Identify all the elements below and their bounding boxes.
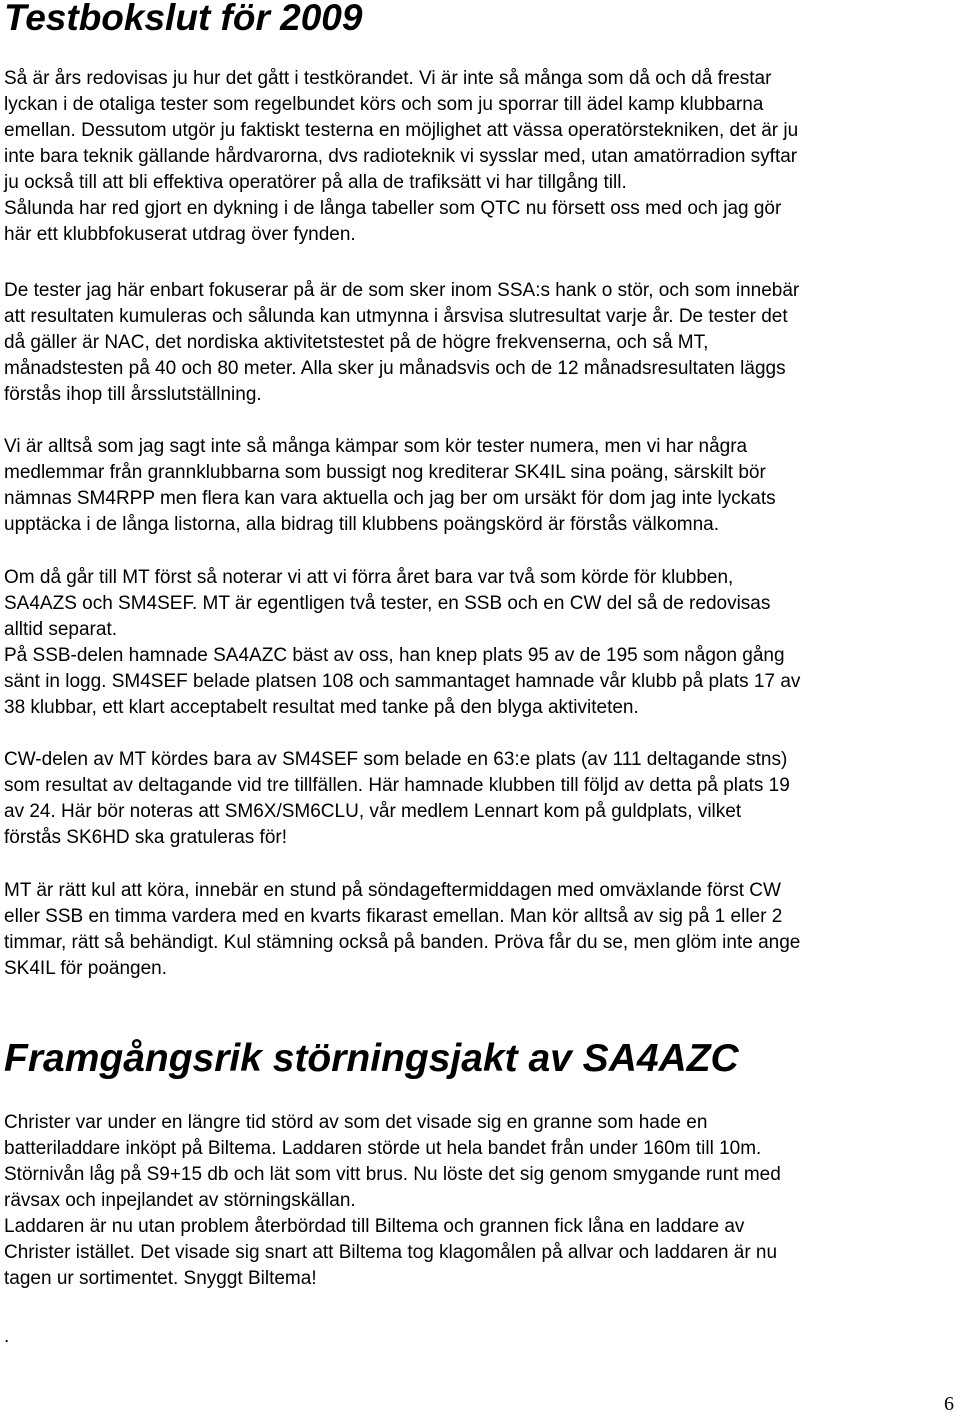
text-line: att resultaten kumuleras och sålunda kan utmynna i årsvisa slutresultat varje år. De tester det [4,306,788,327]
text-line: av 24. Här bör noteras att SM6X/SM6CLU, vår medlem Lennart kom på guldplats, vilket [4,801,742,822]
text-line: CW-delen av MT kördes bara av SM4SEF som belade en 63:e plats (av 111 deltagande stns) [4,749,788,770]
text-line: medlemmar från grannklubbarna som bussigt nog krediterar SK4IL sina poäng, särskilt bör [4,462,766,483]
text-line: På SSB-delen hamnade SA4AZC bäst av oss, han knep plats 95 av de 195 som någon gång [4,645,785,666]
text-line: Störnivån låg på S9+15 db och lät som vitt brus. Nu löste det sig genom smygande runt med [4,1164,781,1185]
text-line: månadstesten på 40 och 80 meter. Alla sker ju månadsvis och de 12 månadsresultaten läggs [4,358,786,379]
paragraph-interference [4,1110,956,1292]
paragraph-mt-ssb [4,565,956,721]
page-number: 6 [944,1393,954,1415]
text-line: här ett klubbfokuserat utdrag över fynden. [4,224,356,245]
text-line: förstås SK6HD ska gratuleras för! [4,827,287,848]
text-line: Christer istället. Det visade sig snart att Biltema tog klagomålen på allvar och laddaren är nu [4,1242,778,1263]
text-line: ju också till att bli effektiva operatörer på alla de trafiksätt vi har tillgång till. [4,172,627,193]
article-title-storningsjakt: Framgångsrik störningsjakt av SA4AZC [4,1037,739,1080]
text-line: Christer var under en längre tid störd av som det visade sig en granne som hade en [4,1112,708,1133]
text-line: Om då går till MT först så noterar vi att vi förra året bara var två som körde för klubben, [4,567,734,588]
paragraph-mt-cw [4,747,956,851]
text-line: tagen ur sortimentet. Snyggt Biltema! [4,1268,317,1289]
text-line: timmar, rätt så behändigt. Kul stämning också på banden. Pröva får du se, men glöm inte ange [4,932,801,953]
paragraph-mt-fun [4,878,956,982]
text-line: alltid separat. [4,619,118,640]
text-line: batteriladdare inköpt på Biltema. Laddaren störde ut hela bandet från under 160m till 10m. [4,1138,762,1159]
text-line: Sålunda har red gjort en dykning i de långa tabeller som QTC nu försett oss med och jag gör [4,198,782,219]
text-line: SK4IL för poängen. [4,958,168,979]
text-line: Vi är alltså som jag sagt inte så många kämpar som kör tester numera, men vi har några [4,436,748,457]
text-line: förstås ihop till årsslutställning. [4,384,262,405]
text-line: emellan. Dessutom utgör ju faktiskt testerna en möjlighet att vässa operatörstekniken, det är ju [4,120,799,141]
text-line: MT är rätt kul att köra, innebär en stund på söndageftermiddagen med omväxlande först CW [4,880,781,901]
text-line: eller SSB en timma vardera med en kvarts fikarast emellan. Man kör alltså av sig på 1 eller 2 [4,906,783,927]
paragraph-tests-focus [4,278,956,408]
paragraph-intro [4,66,956,248]
text-line: då gäller är NAC, det nordiska aktivitetstestet på de högre frekvenserna, och så MT, [4,332,709,353]
text-line: sänt in logg. SM4SEF belade platsen 108 och sammantaget hamnade vår klubb på plats 17 av [4,671,801,692]
text-line: SA4AZS och SM4SEF. MT är egentligen två tester, en SSB och en CW del så de redovisas [4,593,771,614]
text-line: 38 klubbar, ett klart acceptabelt resultat med tanke på den blyga aktiviteten. [4,697,639,718]
text-line: Laddaren är nu utan problem återbördad till Biltema och grannen fick låna en laddare av [4,1216,745,1237]
text-line: inte bara teknik gällande hårdvarorna, dvs radioteknik vi sysslar med, utan amatörradion syftar [4,146,798,167]
text-line: De tester jag här enbart fokuserar på är de som sker inom SSA:s hank o stör, och som innebär [4,280,800,301]
paragraph-members [4,434,956,538]
text-line: nämnas SM4RPP men flera kan vara aktuella och jag ber om ursäkt för dom jag inte lyckats [4,488,776,509]
text-line: upptäcka i de långa listorna, alla bidrag till klubbens poängskörd är förstås välkomna. [4,514,720,535]
text-line: Så är års redovisas ju hur det gått i testkörandet. Vi är inte så många som då och då frestar [4,68,772,89]
text-line: rävsax och inpejlandet av störningskällan. [4,1190,356,1211]
text-line: lyckan i de otaliga tester som regelbundet körs och som ju sporrar till ädel kamp klubbarna [4,94,764,115]
stray-mark: . [4,1326,10,1347]
article-title-testbokslut: Testbokslut för 2009 [4,0,363,38]
text-line: som resultat av deltagande vid tre tillfällen. Här hamnade klubben till följd av detta på plats 19 [4,775,790,796]
